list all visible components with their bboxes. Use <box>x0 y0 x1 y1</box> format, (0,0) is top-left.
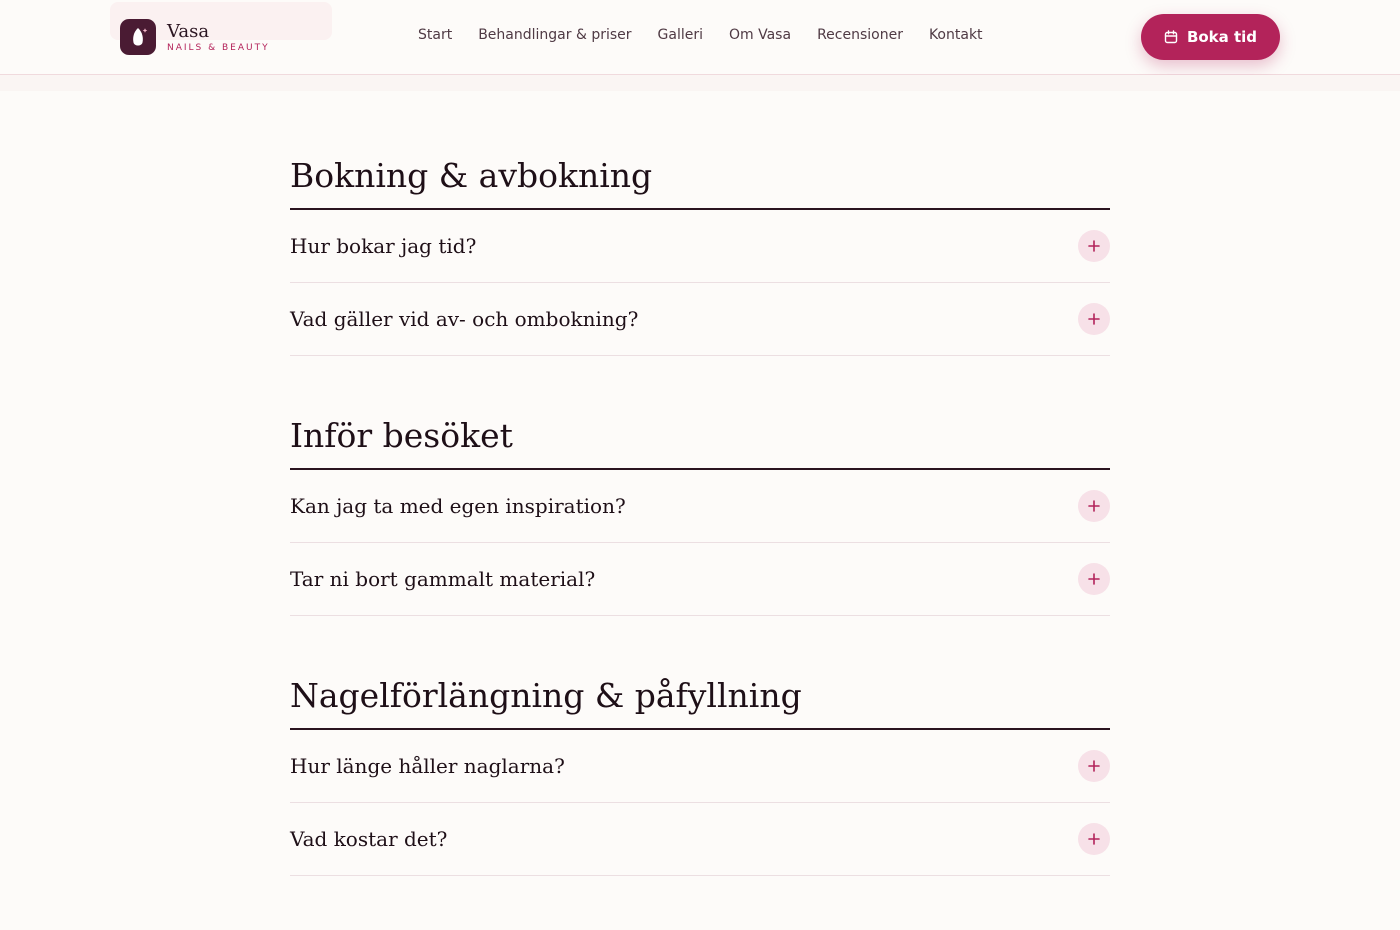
header-sub-band <box>0 75 1400 91</box>
brand-tagline: NAILS & BEAUTY <box>167 42 270 53</box>
faq-section-before-visit <box>290 410 1110 616</box>
plus-icon[interactable] <box>1078 563 1110 595</box>
plus-icon[interactable] <box>1078 230 1110 262</box>
faq-question: Tar ni bort gammalt material? <box>290 567 596 591</box>
faq-question: Hur länge håller naglarna? <box>290 754 565 778</box>
plus-icon[interactable] <box>1078 303 1110 335</box>
faq-item[interactable] <box>290 730 1110 803</box>
section-title: Nagelförlängning & påfyllning <box>290 670 1110 730</box>
book-appointment-label: Boka tid <box>1186 28 1258 46</box>
brand-name: Vasa <box>167 20 210 42</box>
faq-item[interactable] <box>290 470 1110 543</box>
nav-link-contact[interactable]: Kontakt <box>928 27 983 43</box>
calendar-icon <box>1164 30 1178 44</box>
nav-link-gallery[interactable]: Galleri <box>657 27 703 43</box>
faq-main <box>290 150 1110 930</box>
faq-item[interactable] <box>290 283 1110 356</box>
section-title: Bokning & avbokning <box>290 150 1110 210</box>
section-title: Inför besöket <box>290 410 1110 470</box>
faq-question: Vad gäller vid av- och ombokning? <box>290 307 639 331</box>
faq-question: Vad kostar det? <box>290 827 448 851</box>
nail-drop-icon <box>120 19 156 55</box>
faq-question: Hur bokar jag tid? <box>290 234 477 258</box>
faq-question: Kan jag ta med egen inspiration? <box>290 494 626 518</box>
nav-link-start[interactable]: Start <box>418 27 453 43</box>
book-appointment-button[interactable] <box>1141 14 1280 60</box>
nav-link-treatments[interactable]: Behandlingar & priser <box>478 27 632 43</box>
faq-section-extensions <box>290 670 1110 876</box>
faq-section-booking <box>290 150 1110 356</box>
brand-logo[interactable] <box>120 19 270 55</box>
brand-text <box>167 22 270 53</box>
plus-icon[interactable] <box>1078 823 1110 855</box>
faq-item[interactable] <box>290 210 1110 283</box>
main-nav <box>418 27 983 43</box>
faq-item[interactable] <box>290 543 1110 616</box>
faq-item[interactable] <box>290 803 1110 876</box>
nav-link-about[interactable]: Om Vasa <box>729 27 792 43</box>
plus-icon[interactable] <box>1078 490 1110 522</box>
plus-icon[interactable] <box>1078 750 1110 782</box>
site-header <box>0 0 1400 75</box>
nav-link-reviews[interactable]: Recensioner <box>817 27 903 43</box>
